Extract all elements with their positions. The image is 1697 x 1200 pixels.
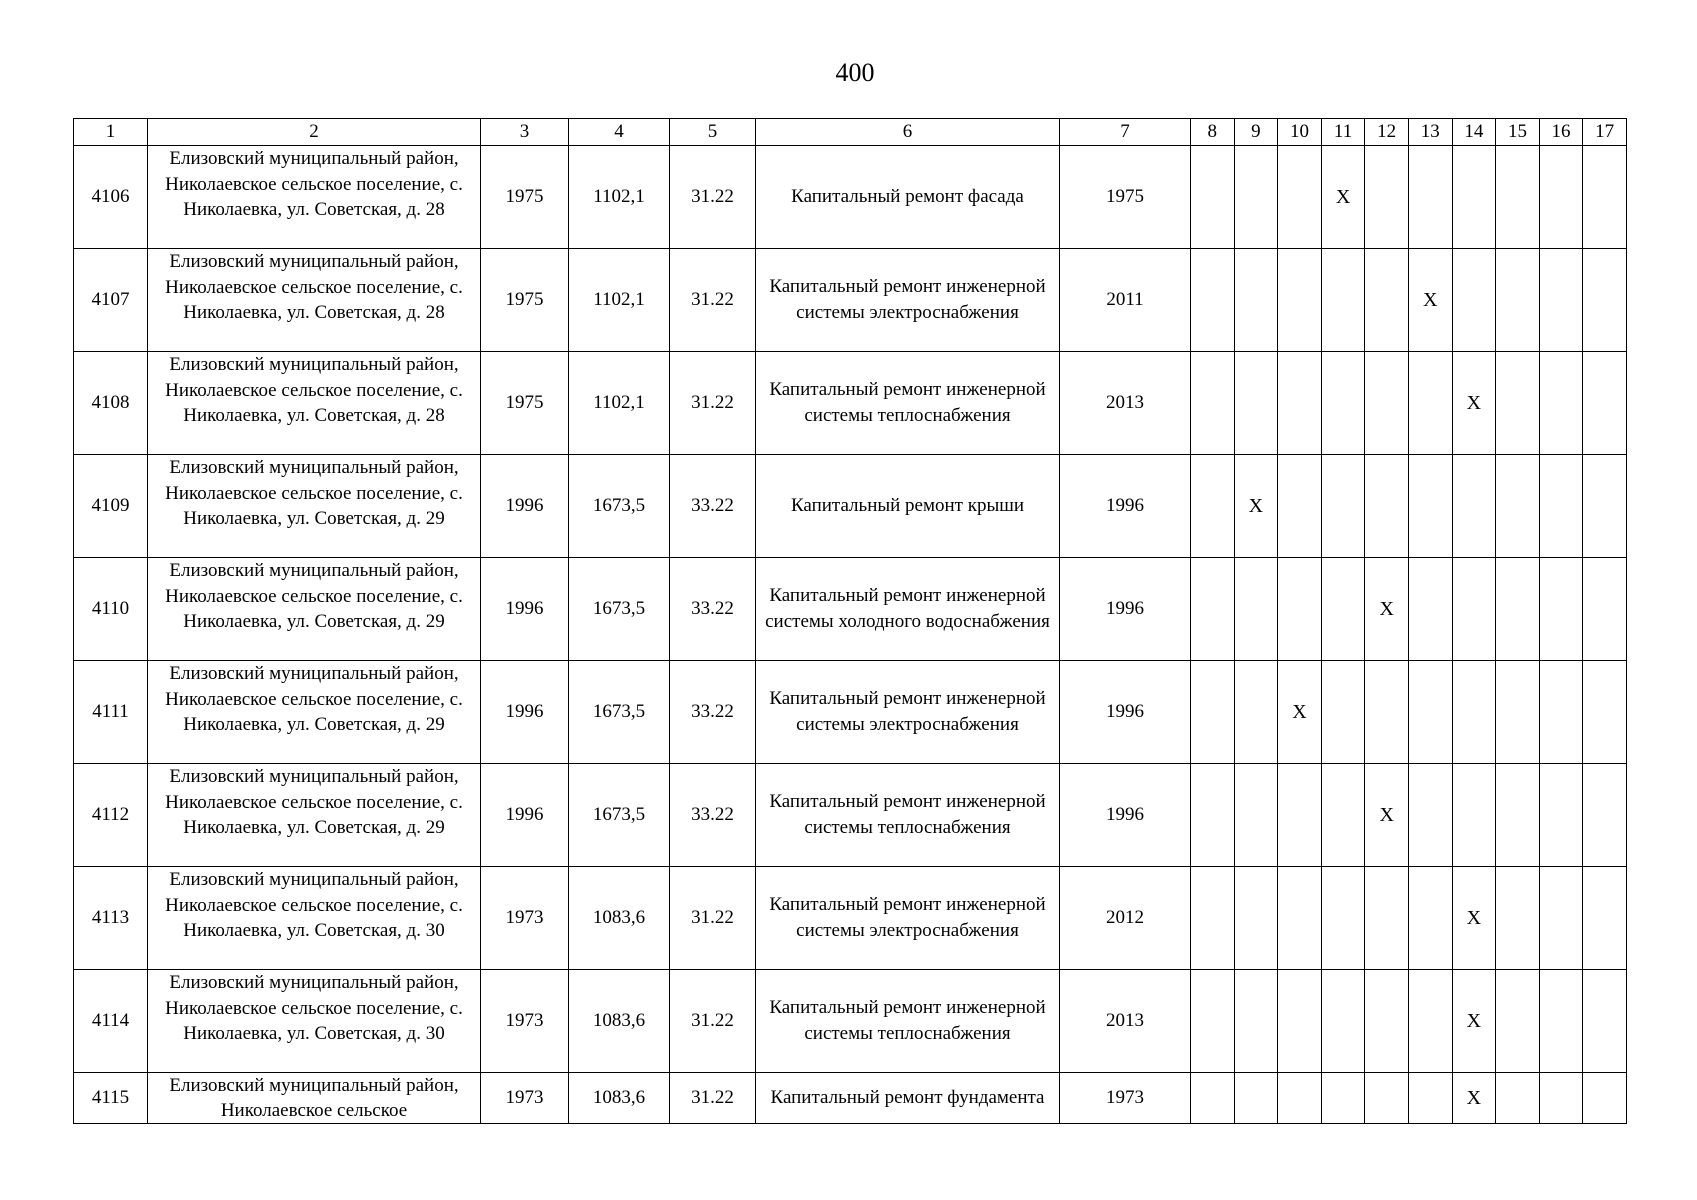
mark-cell	[1539, 455, 1583, 558]
area-cell: 1673,5	[569, 764, 670, 867]
mark-cell	[1539, 146, 1583, 249]
mark-cell	[1234, 1073, 1278, 1124]
mark-cell	[1496, 970, 1540, 1073]
row-number-cell: 4115	[74, 1073, 148, 1124]
column-header: 16	[1539, 119, 1583, 146]
table-row	[74, 352, 1627, 455]
mark-cell: X	[1321, 146, 1365, 249]
code-cell: 31.22	[670, 970, 756, 1073]
work-type-cell: Капитальный ремонт инженерной системы холодного водоснабжения	[756, 558, 1060, 661]
area-cell: 1083,6	[569, 970, 670, 1073]
work-type-cell: Капитальный ремонт крыши	[756, 455, 1060, 558]
area-cell: 1083,6	[569, 1073, 670, 1124]
build-year-cell: 1975	[481, 352, 569, 455]
mark-cell	[1583, 249, 1627, 352]
mark-cell	[1365, 146, 1409, 249]
code-cell: 31.22	[670, 867, 756, 970]
work-year-cell: 1996	[1060, 764, 1191, 867]
row-number-cell: 4112	[74, 764, 148, 867]
mark-cell	[1452, 661, 1496, 764]
column-header: 13	[1408, 119, 1452, 146]
column-header: 15	[1496, 119, 1540, 146]
mark-cell	[1234, 146, 1278, 249]
mark-cell	[1583, 764, 1627, 867]
address-cell	[148, 764, 481, 867]
mark-cell	[1234, 764, 1278, 867]
area-cell: 1673,5	[569, 661, 670, 764]
mark-cell	[1321, 970, 1365, 1073]
capital-repair-table	[73, 118, 1627, 1124]
mark-cell	[1321, 867, 1365, 970]
mark-cell	[1408, 764, 1452, 867]
work-year-cell: 1975	[1060, 146, 1191, 249]
mark-cell: X	[1452, 352, 1496, 455]
mark-cell	[1191, 558, 1235, 661]
mark-cell	[1365, 867, 1409, 970]
mark-cell	[1496, 455, 1540, 558]
mark-cell	[1539, 352, 1583, 455]
mark-cell	[1234, 661, 1278, 764]
mark-cell	[1365, 1073, 1409, 1124]
address-cell	[148, 352, 481, 455]
address-cell	[148, 661, 481, 764]
column-header: 9	[1234, 119, 1278, 146]
mark-cell	[1234, 558, 1278, 661]
mark-cell	[1539, 661, 1583, 764]
mark-cell	[1191, 352, 1235, 455]
mark-cell	[1539, 249, 1583, 352]
page-number: 400	[835, 58, 875, 87]
work-type-cell: Капитальный ремонт инженерной системы электроснабжения	[756, 249, 1060, 352]
mark-cell	[1583, 146, 1627, 249]
build-year-cell: 1973	[481, 1073, 569, 1124]
address-text: Елизовский муниципальный район, Николаевское сельское поселение, с. Николаевка, ул. Советская, д. 30	[165, 869, 463, 941]
mark-cell	[1321, 352, 1365, 455]
mark-cell	[1496, 249, 1540, 352]
code-cell: 31.22	[670, 1073, 756, 1124]
column-header: 1	[74, 119, 148, 146]
build-year-cell: 1973	[481, 970, 569, 1073]
mark-cell	[1191, 867, 1235, 970]
code-cell: 31.22	[670, 352, 756, 455]
address-cell	[148, 455, 481, 558]
address-cell	[148, 249, 481, 352]
address-text: Елизовский муниципальный район, Николаевское сельское поселение, с. Николаевка, ул. Советская, д. 29	[165, 766, 463, 838]
mark-cell	[1321, 661, 1365, 764]
area-cell: 1083,6	[569, 867, 670, 970]
mark-cell	[1278, 146, 1322, 249]
mark-cell	[1278, 1073, 1322, 1124]
mark-cell: X	[1408, 249, 1452, 352]
code-cell: 31.22	[670, 146, 756, 249]
work-year-cell: 2013	[1060, 352, 1191, 455]
address-cell	[148, 867, 481, 970]
mark-cell	[1234, 867, 1278, 970]
code-cell: 33.22	[670, 661, 756, 764]
work-type-cell: Капитальный ремонт инженерной системы электроснабжения	[756, 867, 1060, 970]
mark-cell	[1496, 146, 1540, 249]
mark-cell	[1191, 249, 1235, 352]
mark-cell	[1278, 764, 1322, 867]
mark-cell: X	[1452, 1073, 1496, 1124]
mark-cell	[1583, 352, 1627, 455]
area-cell: 1102,1	[569, 249, 670, 352]
row-number-cell: 4106	[74, 146, 148, 249]
table-row	[74, 558, 1627, 661]
work-year-cell: 2012	[1060, 867, 1191, 970]
mark-cell	[1496, 661, 1540, 764]
build-year-cell: 1996	[481, 455, 569, 558]
mark-cell: X	[1365, 764, 1409, 867]
column-header: 3	[481, 119, 569, 146]
mark-cell	[1408, 970, 1452, 1073]
mark-cell	[1408, 867, 1452, 970]
address-text: Елизовский муниципальный район, Николаевское сельское поселение, с. Николаевка, ул. Советская, д. 28	[165, 354, 463, 426]
mark-cell	[1191, 146, 1235, 249]
column-header: 6	[756, 119, 1060, 146]
code-cell: 33.22	[670, 764, 756, 867]
build-year-cell: 1975	[481, 146, 569, 249]
mark-cell	[1278, 455, 1322, 558]
row-number-cell: 4107	[74, 249, 148, 352]
mark-cell	[1452, 455, 1496, 558]
area-cell: 1673,5	[569, 455, 670, 558]
address-cell	[148, 970, 481, 1073]
row-number-cell: 4109	[74, 455, 148, 558]
area-cell: 1673,5	[569, 558, 670, 661]
mark-cell	[1278, 970, 1322, 1073]
table-body	[74, 146, 1627, 1124]
mark-cell	[1583, 867, 1627, 970]
mark-cell	[1191, 661, 1235, 764]
work-year-cell: 1996	[1060, 661, 1191, 764]
table-row	[74, 764, 1627, 867]
column-header: 14	[1452, 119, 1496, 146]
code-cell: 31.22	[670, 249, 756, 352]
build-year-cell: 1973	[481, 867, 569, 970]
work-type-cell: Капитальный ремонт инженерной системы теплоснабжения	[756, 764, 1060, 867]
mark-cell	[1539, 867, 1583, 970]
work-type-cell: Капитальный ремонт фундамента	[756, 1073, 1060, 1124]
address-text: Елизовский муниципальный район, Николаевское сельское поселение, с. Николаевка, ул. Советская, д. 30	[165, 972, 463, 1044]
mark-cell	[1496, 352, 1540, 455]
build-year-cell: 1996	[481, 661, 569, 764]
table-row	[74, 249, 1627, 352]
column-number-header-row	[74, 119, 1627, 146]
row-number-cell: 4111	[74, 661, 148, 764]
mark-cell	[1191, 1073, 1235, 1124]
work-year-cell: 2011	[1060, 249, 1191, 352]
mark-cell	[1496, 764, 1540, 867]
code-cell: 33.22	[670, 558, 756, 661]
mark-cell	[1583, 558, 1627, 661]
table-row	[74, 867, 1627, 970]
work-year-cell: 1996	[1060, 558, 1191, 661]
mark-cell	[1191, 970, 1235, 1073]
mark-cell	[1539, 558, 1583, 661]
column-header: 5	[670, 119, 756, 146]
mark-cell	[1408, 1073, 1452, 1124]
mark-cell	[1408, 146, 1452, 249]
mark-cell: X	[1452, 867, 1496, 970]
mark-cell	[1278, 867, 1322, 970]
mark-cell	[1321, 558, 1365, 661]
address-cell	[148, 1073, 481, 1124]
mark-cell	[1539, 764, 1583, 867]
build-year-cell: 1996	[481, 558, 569, 661]
column-header: 8	[1191, 119, 1235, 146]
address-cell	[148, 146, 481, 249]
mark-cell	[1583, 455, 1627, 558]
mark-cell	[1408, 661, 1452, 764]
table-row	[74, 1073, 1627, 1124]
mark-cell	[1583, 661, 1627, 764]
build-year-cell: 1975	[481, 249, 569, 352]
mark-cell	[1496, 558, 1540, 661]
mark-cell	[1321, 455, 1365, 558]
table-row	[74, 661, 1627, 764]
mark-cell	[1365, 970, 1409, 1073]
column-header: 2	[148, 119, 481, 146]
build-year-cell: 1996	[481, 764, 569, 867]
mark-cell	[1278, 558, 1322, 661]
mark-cell	[1191, 455, 1235, 558]
mark-cell	[1278, 249, 1322, 352]
work-year-cell: 2013	[1060, 970, 1191, 1073]
mark-cell	[1452, 764, 1496, 867]
column-header: 7	[1060, 119, 1191, 146]
mark-cell	[1408, 352, 1452, 455]
table-row	[74, 146, 1627, 249]
table-row	[74, 455, 1627, 558]
address-cell	[148, 558, 481, 661]
address-text: Елизовский муниципальный район, Николаевское сельское поселение, с. Николаевка, ул. Советская, д. 28	[165, 148, 463, 220]
address-text: Елизовский муниципальный район, Николаевское сельское поселение, с. Николаевка, ул. Советская, д. 29	[165, 457, 463, 529]
column-header: 4	[569, 119, 670, 146]
row-number-cell: 4113	[74, 867, 148, 970]
address-text: Елизовский муниципальный район, Николаевское сельское	[169, 1075, 459, 1121]
mark-cell	[1278, 352, 1322, 455]
mark-cell	[1321, 249, 1365, 352]
mark-cell	[1452, 558, 1496, 661]
code-cell: 33.22	[670, 455, 756, 558]
work-type-cell: Капитальный ремонт инженерной системы электроснабжения	[756, 661, 1060, 764]
mark-cell	[1539, 970, 1583, 1073]
area-cell: 1102,1	[569, 146, 670, 249]
work-type-cell: Капитальный ремонт инженерной системы теплоснабжения	[756, 970, 1060, 1073]
address-text: Елизовский муниципальный район, Николаевское сельское поселение, с. Николаевка, ул. Советская, д. 29	[165, 663, 463, 735]
mark-cell	[1408, 558, 1452, 661]
mark-cell	[1321, 1073, 1365, 1124]
mark-cell: X	[1365, 558, 1409, 661]
work-type-cell: Капитальный ремонт инженерной системы теплоснабжения	[756, 352, 1060, 455]
table-row	[74, 970, 1627, 1073]
mark-cell	[1539, 1073, 1583, 1124]
mark-cell	[1408, 455, 1452, 558]
mark-cell: X	[1234, 455, 1278, 558]
row-number-cell: 4110	[74, 558, 148, 661]
mark-cell	[1365, 455, 1409, 558]
mark-cell	[1321, 764, 1365, 867]
mark-cell	[1496, 1073, 1540, 1124]
mark-cell: X	[1452, 970, 1496, 1073]
address-text: Елизовский муниципальный район, Николаевское сельское поселение, с. Николаевка, ул. Советская, д. 28	[165, 251, 463, 323]
row-number-cell: 4114	[74, 970, 148, 1073]
column-header: 12	[1365, 119, 1409, 146]
mark-cell	[1496, 867, 1540, 970]
work-type-cell: Капитальный ремонт фасада	[756, 146, 1060, 249]
mark-cell	[1583, 1073, 1627, 1124]
mark-cell	[1365, 249, 1409, 352]
mark-cell	[1234, 249, 1278, 352]
mark-cell	[1234, 352, 1278, 455]
mark-cell	[1191, 764, 1235, 867]
work-year-cell: 1973	[1060, 1073, 1191, 1124]
column-header: 17	[1583, 119, 1627, 146]
mark-cell	[1583, 970, 1627, 1073]
area-cell: 1102,1	[569, 352, 670, 455]
mark-cell	[1452, 249, 1496, 352]
column-header: 10	[1278, 119, 1322, 146]
column-header: 11	[1321, 119, 1365, 146]
mark-cell	[1452, 146, 1496, 249]
work-year-cell: 1996	[1060, 455, 1191, 558]
row-number-cell: 4108	[74, 352, 148, 455]
mark-cell	[1365, 661, 1409, 764]
mark-cell: X	[1278, 661, 1322, 764]
mark-cell	[1234, 970, 1278, 1073]
address-text: Елизовский муниципальный район, Николаевское сельское поселение, с. Николаевка, ул. Советская, д. 29	[165, 560, 463, 632]
mark-cell	[1365, 352, 1409, 455]
